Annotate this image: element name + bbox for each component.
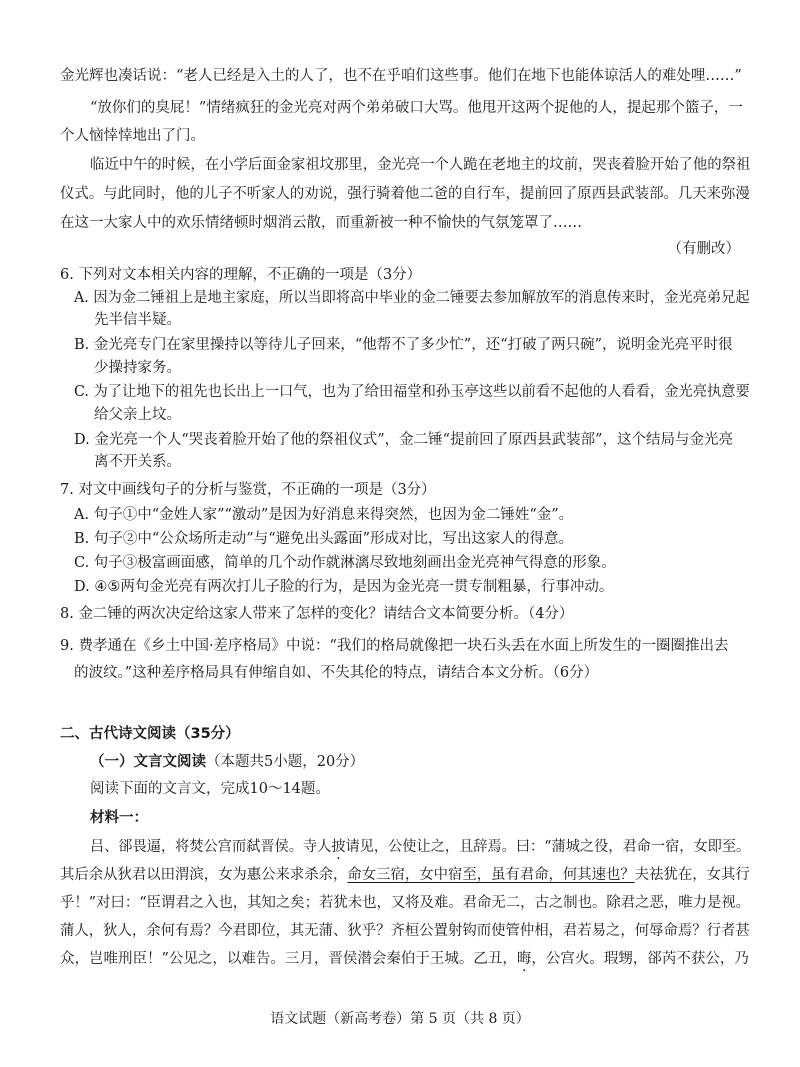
q6-option-d: D. 金光亮一个人“哭丧着脸开始了他的祭祖仪式”，金二锤“提前回了原西县武装部”，这个结局与金光亮 [74, 432, 733, 448]
instruction: 阅读下面的文言文，完成10～14题。 [90, 781, 330, 797]
emphasis-char: 晦 [516, 951, 532, 967]
source-note: （有删改） [667, 241, 740, 257]
passage-line-6: 在这一大家人中的欢乐情绪顿时烟消云散，而重新被一种不愉快的气氛笼罩了…… [60, 215, 582, 231]
q8-stem: 8. 金二锤的两次决定给这家人带来了怎样的变化？请结合文本简要分析。（4分） [60, 606, 574, 622]
underlined-sentence: 命女三宿，女中宿至，虽有君命，何其速也？ [347, 867, 635, 883]
q6-option-c: C. 为了让地下的祖先也长出上一口气，也为了给田福堂和孙玉亭这些以前看不起他的人看看，金光亮执意要 [74, 384, 750, 400]
q6-stem: 6. 下列对文本相关内容的理解，不正确的一项是（3分） [60, 267, 422, 283]
passage-line-5: 仪式。与此同时，他的儿子不听家人的劝说，强行骑着他二爸的自行车，提前回了原西县武装部。几天来弥漫 [60, 186, 750, 202]
emphasis-char: 披 [331, 839, 346, 855]
material-label: 材料一： [90, 810, 148, 826]
passage-line-2: “放你们的臭屁！”情绪疯狂的金光亮对两个弟弟破口大骂。他甩开这两个捉他的人，提起那个篮子，一 [90, 100, 743, 116]
subsection-heading [90, 752, 364, 772]
subsection-note: （本题共5小题，20分） [206, 754, 365, 770]
q9-stem: 9. 费孝通在《乡土中国·差序格局》中说：“我们的格局就像把一块石头丢在水面上所发生的一圈圈推出去 [60, 638, 729, 654]
classical-line-3: 乎！”对曰：“臣谓君之入也，其知之矣；若犹未也，又将及难。君命无二，古之制也。除君之恶，唯力是视。 [60, 895, 751, 911]
classical-line-5: 众，岂唯刑臣！”公见之，以难告。三月，晋侯潜会秦伯于王城。乙丑，晦，公宫火。瑕甥，郤芮不获公，乃 [60, 951, 749, 967]
section-title: 二、古代诗文阅读（35分） [60, 726, 240, 742]
q6-option-a-cont: 先半信半疑。 [94, 312, 181, 328]
q7-option-d: D. ④⑤两句金光亮有两次打儿子脸的行为，是因为金光亮一贯专制粗暴，行事冲动。 [74, 579, 614, 595]
q9-stem-cont: 的波纹。”这种差序格局具有伸缩自如、不失其伦的特点，请结合本文分析。（6分） [74, 665, 599, 681]
q6-option-b: B. 金光亮专门在家里操持以等待儿子回来，“他帮不了多少忙”，还“打破了两只碗”，说明金光亮平时很 [74, 337, 733, 353]
passage-line-3: 个人恼悻悻地出了门。 [60, 128, 205, 144]
page-footer: 语文试题（新高考卷）第 5 页（共 8 页） [270, 1011, 530, 1027]
passage-line-1: 金光辉也凑话说：“老人已经是入土的人了，也不在乎咱们这些事。他们在地下也能体谅活人的难处哩……” [60, 68, 742, 84]
q6-option-b-cont: 少操持家务。 [94, 360, 181, 376]
q7-option-b: B. 句子②中“公众场所走动”与“避免出头露面”形成对比，写出这家人的得意。 [74, 531, 574, 547]
classical-line-1: 吕、郤畏逼，将焚公宫而弑晋侯。寺人披请见，公使让之，且辞焉。曰：“蒲城之役，君命一宿，女即至。 [90, 839, 751, 855]
q6-option-d-cont: 离不开关系。 [94, 454, 181, 470]
q7-stem: 7. 对文中画线句子的分析与鉴赏，不正确的一项是（3分） [60, 482, 436, 498]
passage-line-4: 临近中午的时候，在小学后面金家祖坟那里，金光亮一个人跪在老地主的坟前，哭丧着脸开始了他的祭祖 [90, 157, 751, 173]
subsection-tag: （一）文言文阅读 [90, 754, 206, 770]
q7-option-a: A. 句子①中“金姓人家”“激动”是因为好消息来得突然，也因为金二锤姓“金”。 [74, 507, 574, 523]
q7-option-c: C. 句子③极富画面感，简单的几个动作就淋漓尽致地刻画出金光亮神气得意的形象。 [74, 555, 616, 571]
classical-line-4: 蒲人，狄人，余何有焉？今君即位，其无蒲、狄乎？齐桓公置射钩而使管仲相，君若易之，何辱命焉？行者甚 [60, 923, 750, 939]
q6-option-c-cont: 给父亲上坟。 [94, 407, 181, 423]
classical-line-2: 其后余从狄君以田渭滨，女为惠公来求杀余，命女三宿，女中宿至，虽有君命，何其速也？夫祛犹在，女其行 [60, 867, 750, 883]
q6-option-a: A. 因为金二锤祖上是地主家庭，所以当即将高中毕业的金二锤要去参加解放军的消息传来时，金光亮弟兄起 [74, 290, 750, 306]
